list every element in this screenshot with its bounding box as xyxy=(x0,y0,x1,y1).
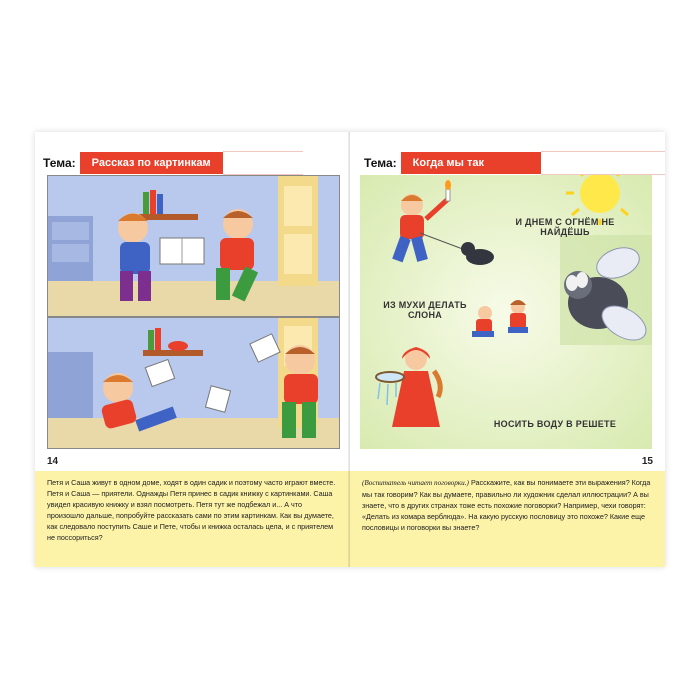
right-page-number: 15 xyxy=(641,456,653,467)
saying-3: НОСИТЬ ВОДУ В РЕШЕТЕ xyxy=(493,419,617,429)
saying-1: И ДНЕМ С ОГНЁМ НЕ НАЙДЁШЬ xyxy=(515,217,615,237)
illustration-book-torn xyxy=(47,317,340,449)
left-topic-title: Рассказ по картинкам xyxy=(80,152,223,174)
left-page-number: 14 xyxy=(47,456,59,467)
right-italic-note: (Воспитатель читает поговорки.) xyxy=(362,479,469,487)
right-topic-label: Тема: xyxy=(364,156,397,170)
left-topic-label: Тема: xyxy=(43,156,76,170)
left-topic-strip xyxy=(223,151,303,175)
right-question-text xyxy=(350,471,665,533)
book-spread xyxy=(35,132,665,567)
left-topic-header xyxy=(43,150,303,176)
left-story-text: Петя и Саша живут в одном доме, ходят в один садик и поэтому часто играют вместе. Петя и Саша — приятели. Однажды Петя принес в садик книжку с картинками. Саша увидел красивую книжку и взял посмотреть. Петя тут же подбежал и... А что произошло дальше, попробуйте рассказать сами по этим картинкам. Как вы думаете, как следовало поступить Саше и Пете, чтобы и книжка осталась цела, и с приятелем не поссориться? xyxy=(47,478,336,542)
right-page xyxy=(350,132,665,567)
left-text-box xyxy=(35,471,350,567)
right-topic-title: Когда мы так xyxy=(401,152,542,174)
saying-2: ИЗ МУХИ ДЕЛАТЬ СЛОНА xyxy=(383,300,467,320)
right-questions: Расскажите, как вы понимаете эти выражения? Когда мы так говорим? Как вы думаете, правильно ли художник сделал иллюстрации? А вы знаете, что в других странах тоже есть похожие поговорки? Например, чехи говорят: «Делать из комара верблюда». На какую русскую пословицу это похоже? Какие еще пословицы и поговорки вы знаете? xyxy=(362,478,651,532)
right-text-box xyxy=(350,471,665,567)
left-page xyxy=(35,132,350,567)
right-topic-header xyxy=(364,150,665,176)
illustration-kids-fighting-over-book xyxy=(47,175,340,317)
right-topic-strip xyxy=(541,151,665,175)
